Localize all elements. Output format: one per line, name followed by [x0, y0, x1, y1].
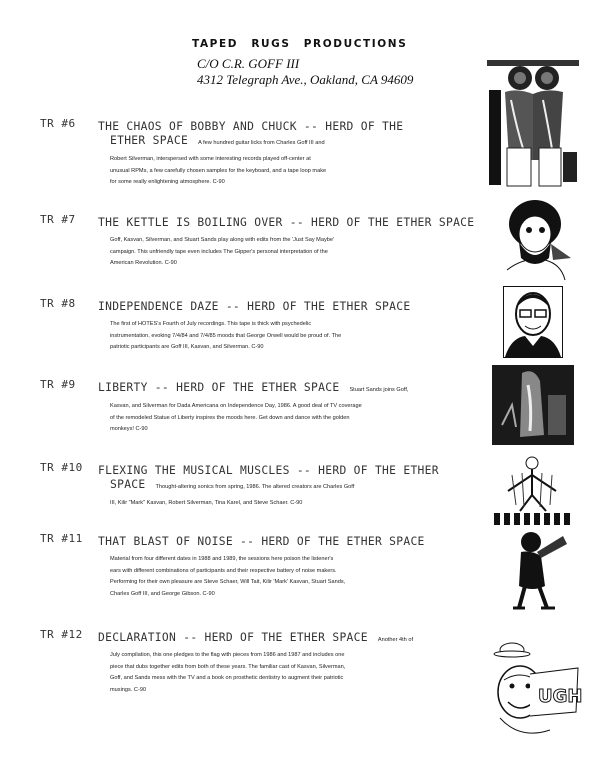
entry-description: Another 4th of — [377, 637, 414, 643]
entry-title: THE CHAOS OF BOBBY AND CHUCK -- HERD OF THE — [98, 120, 404, 133]
catalog-number: TR #12 — [40, 628, 83, 641]
entry-description: Thought-altering sonics from spring, 1986. The altered creators are Charles Goff — [155, 484, 355, 490]
entry-description: Goff, Kasvan, Silverman, and Stuart Sands play along with edits from the 'Just Say Maybe' — [110, 237, 335, 243]
entry-description: unusual RPMs, a few carefully chosen samples for the keyboard, and a tape loop make — [110, 167, 327, 174]
entry-description: ears with different combinations of participants and their respective battery of noise makers. — [110, 567, 337, 574]
entry-description: The first of HOTES's Fourth of July recordings. This tape is thick with psychedelic — [110, 321, 312, 327]
entry-line — [110, 335, 264, 353]
entry-description: Charles Goff III, and George Gibson. C-90 — [110, 590, 215, 597]
entry-line — [110, 170, 225, 188]
catalog-number: TR #7 — [40, 213, 76, 226]
entry-title: FLEXING THE MUSICAL MUSCLES -- HERD OF THE ETHER — [98, 464, 439, 477]
catalog-number: TR #10 — [40, 461, 83, 474]
entry-title: SPACE — [110, 478, 146, 491]
entry-line — [110, 582, 215, 600]
entry-description: Stuart Sands joins Goff, — [349, 387, 409, 393]
catalog-number: TR #11 — [40, 532, 83, 545]
entry-title: DECLARATION -- HERD OF THE ETHER SPACE — [98, 631, 368, 644]
entry-description: III, Kilir "Mark" Kasvan, Robert Silverman, Tina Karel, and Steve Schaer. C-90 — [110, 500, 303, 506]
entry-description: A few hundred guitar licks from Charles Goff III and — [198, 140, 325, 146]
entry-description: of the remodeled Statue of Liberty inspires the moods here. Get down and dance with the golden — [110, 414, 350, 421]
entry-description: Performing for their own pleasure are Steve Schaer, Will Tait, Kilir 'Mark' Kasvan, Stuart Sands, — [110, 579, 346, 585]
company-name: TAPED RUGS PRODUCTIONS — [192, 38, 408, 50]
statue-of-liberty-illustration — [492, 365, 574, 445]
entry-description: campaign. This unfriendly tape even includes The Gipper's personal interpretation of the — [110, 248, 328, 255]
entry-line — [110, 251, 177, 269]
man-with-glasses-portrait — [503, 286, 563, 358]
ugh-cartoon-illustration — [490, 640, 582, 742]
address-line: 4312 Telegraph Ave., Oakland, CA 94609 — [197, 72, 414, 87]
entry-title: THAT BLAST OF NOISE -- HERD OF THE ETHER SPACE — [98, 535, 425, 548]
entry-title: THE KETTLE IS BOILING OVER -- HERD OF THE ETHER SPACE — [98, 216, 475, 229]
entry-title: INDEPENDENCE DAZE -- HERD OF THE ETHER SPACE — [98, 300, 411, 313]
entry-line — [110, 417, 148, 435]
catalog-number: TR #8 — [40, 297, 76, 310]
entry-description: Kasvan, and Silverman for Dada Americana on Independence Day, 1986. A good deal of TV coverage — [110, 403, 362, 409]
entry-description: Robert Silverman, interspersed with some interesting records played off-center at — [110, 156, 311, 162]
entry-line — [110, 491, 302, 509]
catalog-number: TR #9 — [40, 378, 76, 391]
ugh-lettering: UGH — [538, 686, 582, 707]
catalog-number: TR #6 — [40, 117, 76, 130]
entry-description: piece that dubs together edits from both of these years. The familiar cast of Kasvan, Silverman, — [110, 663, 346, 670]
entry-description: for some really enlightening atmosphere. C-90 — [110, 179, 225, 185]
entry-title: LIBERTY -- HERD OF THE ETHER SPACE — [98, 381, 340, 394]
entry-description: July compilation, this one pledges to the flag with pieces from 1986 and 1987 and includes one — [110, 652, 345, 658]
bearded-man-illustration — [505, 198, 573, 282]
care-of-line: C/O C.R. GOFF III — [197, 56, 300, 71]
entry-description: monkeys! C-90 — [110, 426, 148, 432]
entry-title: ETHER SPACE — [110, 134, 189, 147]
entry-description: Goff, and Sands mess with the TV and a book on prosthetic dentistry to augment their patriotic — [110, 675, 344, 681]
entry-description: musings. C-90 — [110, 686, 147, 693]
trumpet-player-illustration — [497, 530, 569, 612]
entry-line — [110, 678, 146, 696]
entry-description: instrumentation, evoking 7/4/84 and 7/4/85 moods that George Orwell would be proud of. The — [110, 332, 342, 339]
musicians-puppet-illustration — [492, 455, 574, 527]
entry-description: patriotic participants are Goff III, Kasvan, and Silverman. C-90 — [110, 344, 264, 350]
astronauts-illustration — [487, 60, 579, 190]
entry-description: American Revolution. C-90 — [110, 260, 177, 266]
entry-description: Material from four different dates in 1988 and 1989, the sessions here poison the listener's — [110, 556, 334, 562]
